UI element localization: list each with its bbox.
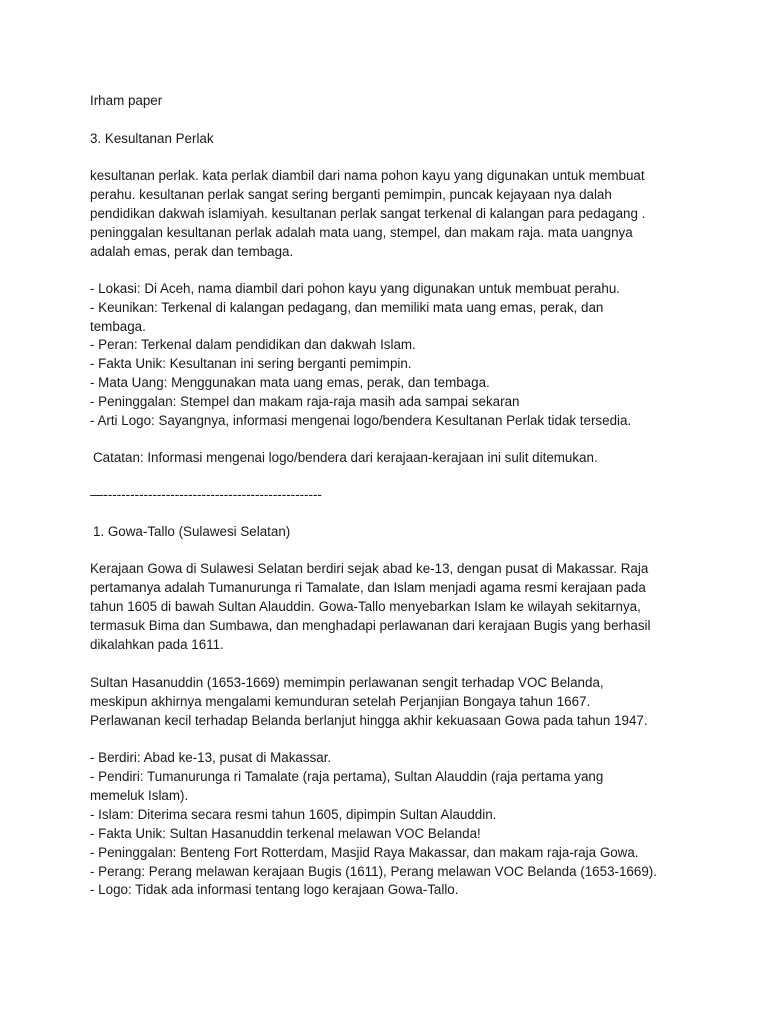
paragraph-line: termasuk Bima dan Sumbawa, dan menghadapi perlawanan dari kerajaan Bugis yang berhasil: [90, 618, 651, 633]
document-title: Irham paper: [90, 93, 163, 108]
paragraph-line: perahu. kesultanan perlak sangat sering berganti pemimpin, puncak kejayaan nya dalah: [90, 187, 612, 202]
bullet-line: - Mata Uang: Menggunakan mata uang emas, perak, dan tembaga.: [90, 375, 490, 390]
section-heading-gowa: 1. Gowa-Tallo (Sulawesi Selatan): [93, 524, 291, 539]
paragraph-line: peninggalan kesultanan perlak adalah mata uang, stempel, dan makam raja. mata uangnya: [90, 225, 633, 240]
paragraph-line: pendidikan dakwah islamiyah. kesultanan perlak sangat terkenal di kalangan para pedagang .: [90, 206, 646, 221]
bullet-line: - Fakta Unik: Sultan Hasanuddin terkenal melawan VOC Belanda!: [90, 826, 481, 841]
paragraph-line: Sultan Hasanuddin (1653-1669) memimpin perlawanan sengit terhadap VOC Belanda,: [90, 675, 604, 690]
bullet-line: memeluk Islam).: [90, 788, 189, 803]
paragraph-line: kesultanan perlak. kata perlak diambil dari nama pohon kayu yang digunakan untuk membuat: [90, 168, 645, 183]
bullet-line: - Arti Logo: Sayangnya, informasi mengenai logo/bendera Kesultanan Perlak tidak tersedia.: [90, 413, 632, 428]
paragraph-line: Kerajaan Gowa di Sulawesi Selatan berdiri sejak abad ke-13, dengan pusat di Makassar. Raja: [90, 561, 649, 576]
section-heading-perlak: 3. Kesultanan Perlak: [90, 131, 214, 146]
paragraph-line: pertamanya adalah Tumanurunga ri Tamalate, dan Islam menjadi agama resmi kerajaan pada: [90, 580, 646, 595]
paragraph-line: meskipun akhirnya mengalami kemunduran setelah Perjanjian Bongaya tahun 1667.: [90, 694, 591, 709]
bullet-line: - Keunikan: Terkenal di kalangan pedagang, dan memiliki mata uang emas, perak, dan: [90, 300, 604, 315]
paragraph-line: dikalahkan pada 1611.: [90, 637, 224, 652]
bullet-line: - Logo: Tidak ada informasi tentang logo kerajaan Gowa-Tallo.: [90, 882, 459, 897]
bullet-line: - Peninggalan: Stempel dan makam raja-raja masih ada sampai sekaran: [90, 394, 520, 409]
note-line: Catatan: Informasi mengenai logo/bendera dari kerajaan-kerajaan ini sulit ditemukan.: [93, 450, 598, 465]
bullet-line: - Lokasi: Di Aceh, nama diambil dari pohon kayu yang digunakan untuk membuat perahu.: [90, 281, 620, 296]
paragraph-line: tahun 1605 di bawah Sultan Alauddin. Gowa-Tallo menyebarkan Islam ke wilayah sekitarnya,: [90, 599, 641, 614]
bullet-line: - Berdiri: Abad ke-13, pusat di Makassar.: [90, 750, 332, 765]
paragraph-line: adalah emas, perak dan tembaga.: [90, 244, 294, 259]
separator-line: —-------------------------------------------------: [90, 487, 322, 502]
bullet-line: - Fakta Unik: Kesultanan ini sering berganti pemimpin.: [90, 356, 412, 371]
bullet-line: - Peninggalan: Benteng Fort Rotterdam, Masjid Raya Makassar, dan makam raja-raja Gowa.: [90, 845, 639, 860]
paragraph-line: Perlawanan kecil terhadap Belanda berlanjut hingga akhir kekuasaan Gowa pada tahun 1947.: [90, 713, 648, 728]
bullet-line: - Pendiri: Tumanurunga ri Tamalate (raja pertama), Sultan Alauddin (raja pertama yang: [90, 769, 604, 784]
bullet-line: - Perang: Perang melawan kerajaan Bugis (1611), Perang melawan VOC Belanda (1653-1669).: [90, 864, 657, 879]
bullet-line: tembaga.: [90, 319, 146, 334]
bullet-line: - Peran: Terkenal dalam pendidikan dan dakwah Islam.: [90, 337, 416, 352]
bullet-line: - Islam: Diterima secara resmi tahun 1605, dipimpin Sultan Alauddin.: [90, 807, 497, 822]
